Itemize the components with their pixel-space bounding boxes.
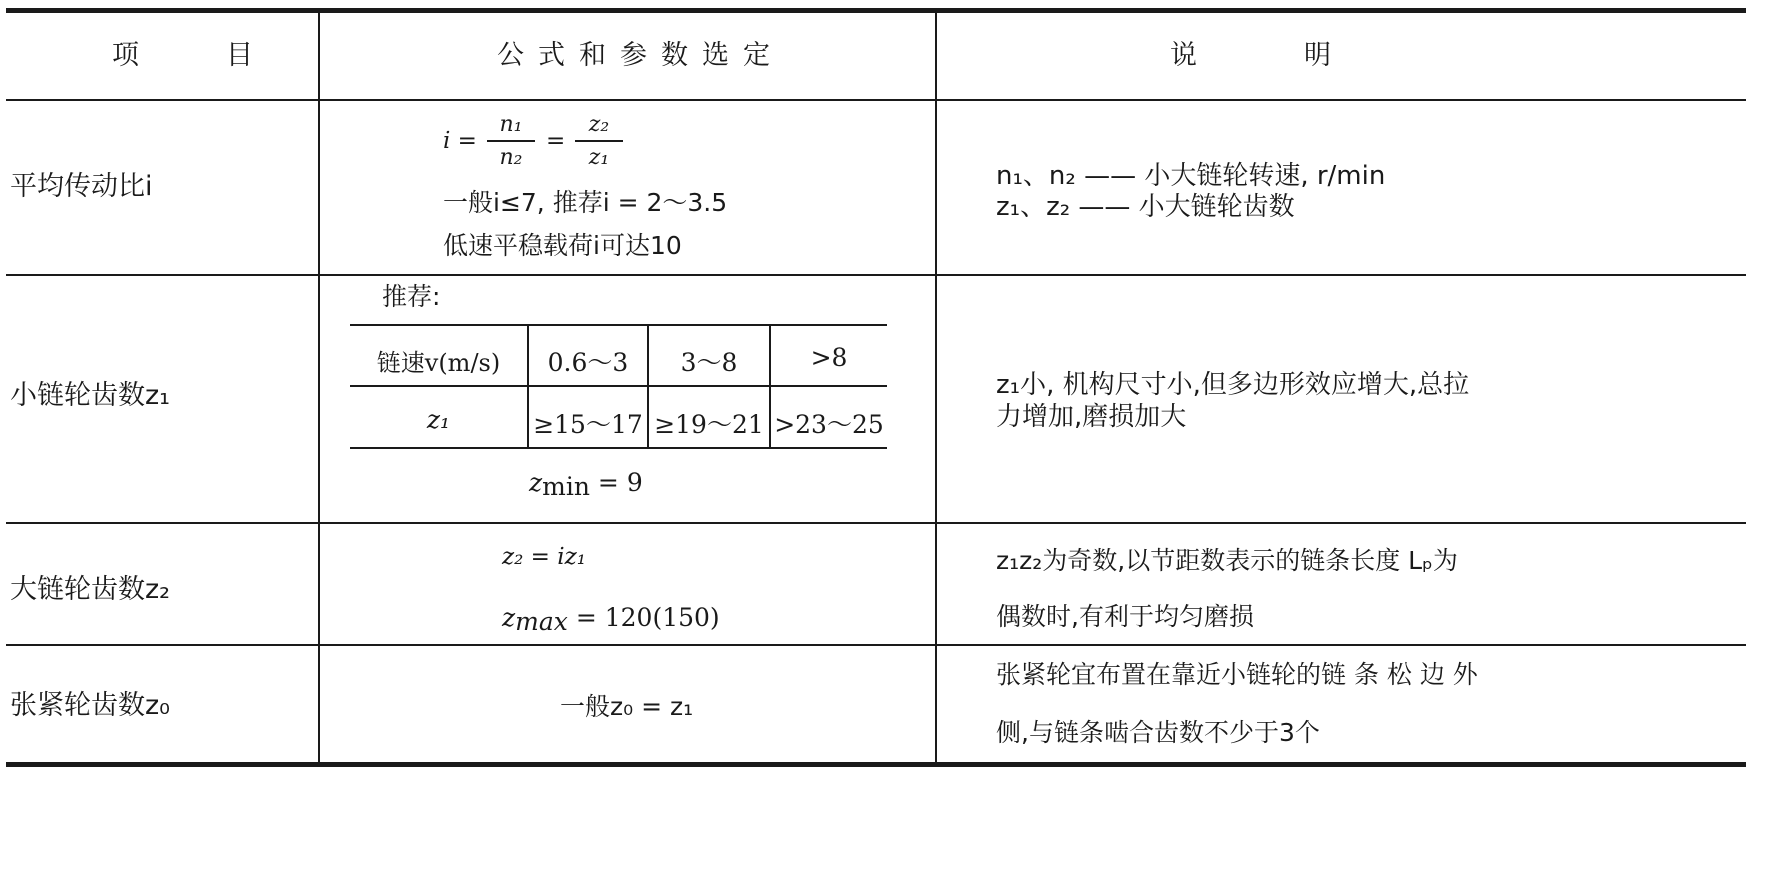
recommend-label: 推荐: [382, 282, 441, 311]
row-label-small-sprocket-teeth: 小链轮齿数z₁ [10, 380, 170, 411]
subtable-teeth-header: z₁ [426, 405, 451, 434]
row-label-transmission-ratio: 平均传动比i [10, 171, 153, 202]
formula-lhs: i = [443, 128, 477, 154]
row-label-idler-teeth: 张紧轮齿数z₀ [10, 690, 170, 721]
subtable-bottom-rule [350, 447, 887, 449]
subtable-speed-3: >8 [810, 343, 848, 372]
row2-rule [6, 522, 1746, 524]
fraction-numerator: n₁ [499, 112, 523, 137]
desc-large-sprocket-2: 偶数时,有利于均匀磨损 [996, 602, 1254, 631]
header-formula: 公式和参数选定 [497, 40, 784, 71]
desc-teeth: z₁、z₂ —— 小大链轮齿数 [996, 192, 1295, 222]
header-description: 说 明 [1170, 40, 1371, 71]
fraction-denominator: n₂ [499, 145, 523, 170]
col-divider-2 [935, 12, 937, 764]
formula-idler: 一般z₀ = z₁ [560, 692, 694, 721]
formula-eq: = [546, 128, 566, 154]
row-label-large-sprocket-teeth: 大链轮齿数z₂ [10, 574, 170, 605]
fraction-n1-over-n2 [487, 112, 535, 170]
subtable-teeth-2: ≥19～21 [654, 410, 764, 439]
subtable-teeth-1: ≥15～17 [533, 410, 643, 439]
fraction-denominator: z₁ [588, 145, 610, 170]
zmax-value: = 120(150) [567, 603, 720, 632]
fraction-z2-over-z1 [575, 112, 623, 170]
formula-zmax [502, 605, 720, 634]
desc-speed: n₁、n₂ —— 小大链轮转速, r/min [996, 161, 1386, 191]
zmin-subscript: min [542, 472, 590, 501]
row1-rule [6, 274, 1746, 276]
desc-small-sprocket-1: z₁小, 机构尺寸小,但多边形效应增大,总拉 [996, 370, 1470, 400]
zmax-subscript: max [515, 607, 568, 636]
subtable-speed-2: 3～8 [680, 348, 738, 377]
header-item: 项 目 [112, 40, 283, 71]
subtable-speed-1: 0.6～3 [547, 348, 629, 377]
desc-small-sprocket-2: 力增加,磨损加大 [996, 402, 1187, 432]
desc-idler-2: 侧,与链条啮合齿数不少于3个 [996, 718, 1320, 747]
desc-large-sprocket-1: z₁z₂为奇数,以节距数表示的链条长度 Lₚ为 [996, 546, 1458, 575]
top-rule [6, 8, 1746, 13]
col-divider-1 [318, 12, 320, 764]
formula-ratio-range: 一般i≤7, 推荐i = 2～3.5 [443, 188, 728, 217]
zmax-symbol: z [502, 603, 516, 632]
fraction-numerator: z₂ [588, 112, 610, 137]
header-rule [6, 99, 1746, 101]
subtable-speed-header: 链速v(m/s) [376, 349, 501, 377]
formula-zmin [529, 470, 643, 499]
bottom-rule [6, 762, 1746, 767]
subtable-top-rule [350, 324, 887, 326]
subtable-mid-rule [350, 385, 887, 387]
formula-z2: z₂ = iz₁ [502, 544, 586, 570]
row3-rule [6, 644, 1746, 646]
desc-idler-1: 张紧轮宜布置在靠近小链轮的链 条 松 边 外 [996, 660, 1478, 689]
zmin-value: = 9 [589, 468, 643, 497]
formula-low-speed-note: 低速平稳载荷i可达10 [443, 231, 682, 260]
zmin-symbol: z [529, 468, 543, 497]
subtable-teeth-3: >23～25 [774, 410, 884, 439]
